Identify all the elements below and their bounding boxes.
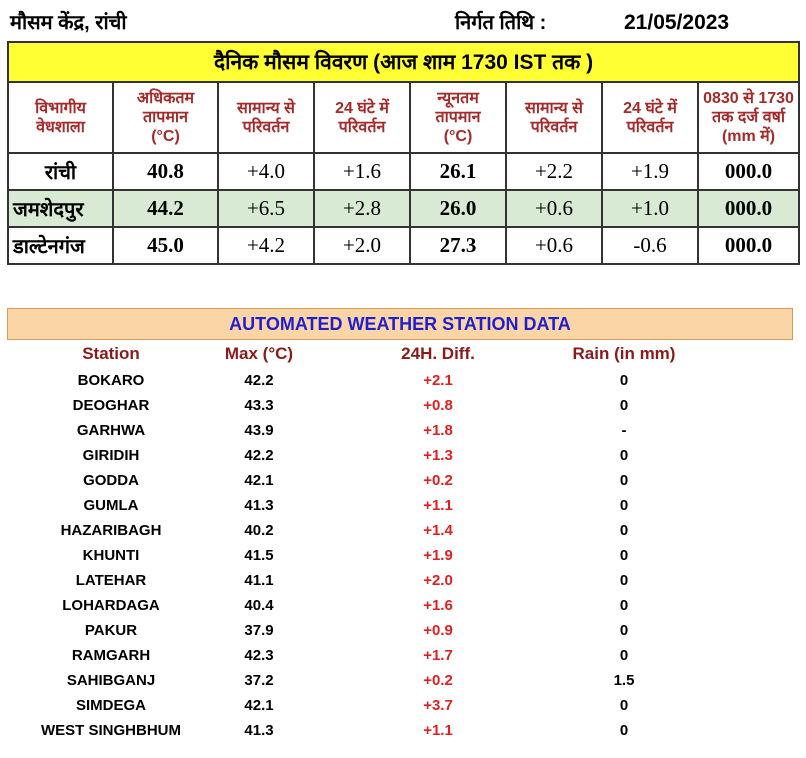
aws-row [0, 697, 806, 722]
column-header [410, 82, 506, 153]
aws-max-temp: 41.3 [244, 497, 274, 514]
column-header-line: तापमान [143, 109, 188, 126]
aws-max-temp: 41.3 [244, 722, 274, 739]
aws-max-temp: 42.2 [244, 372, 274, 389]
aws-rainfall: 0 [619, 572, 629, 589]
station-value: 000.0 [698, 153, 799, 190]
aws-header-max: Max (°C) [224, 344, 294, 363]
aws-rainfall: 1.5 [613, 672, 635, 689]
aws-rainfall: 0 [619, 647, 629, 664]
column-header-line: 0830 से 1730 [703, 90, 794, 107]
column-header [218, 82, 314, 153]
aws-max-temp: 40.4 [244, 597, 274, 614]
station-value: -0.6 [602, 227, 698, 264]
station-value: +6.5 [218, 190, 314, 227]
column-header-line: अधिकतम [136, 90, 195, 107]
column-header [602, 82, 698, 153]
aws-24h-diff: +0.2 [423, 672, 453, 689]
aws-title: AUTOMATED WEATHER STATION DATA [7, 308, 793, 340]
aws-station-name: SIMDEGA [75, 697, 146, 714]
aws-station-name: KHUNTI [82, 547, 140, 564]
aws-row [0, 547, 806, 572]
aws-max-temp: 41.5 [244, 547, 274, 564]
aws-max-temp: 42.1 [244, 697, 274, 714]
aws-24h-diff: +2.0 [423, 572, 453, 589]
aws-24h-diff: +0.2 [423, 472, 453, 489]
column-header-line: 24 घंटे में [335, 99, 389, 117]
station-row [8, 153, 799, 190]
station-value: +0.6 [506, 227, 602, 264]
aws-row [0, 572, 806, 597]
aws-max-temp: 43.9 [244, 422, 274, 439]
column-header-line: परिवर्तन [242, 118, 290, 136]
aws-rainfall: 0 [619, 372, 629, 389]
aws-header-rain: Rain (in mm) [572, 344, 676, 363]
aws-rainfall: 0 [619, 447, 629, 464]
aws-rainfall: 0 [619, 597, 629, 614]
aws-header-diff: 24H. Diff. [401, 344, 475, 363]
column-header-line: वेधशाला [36, 118, 85, 136]
station-name: रांची [8, 153, 113, 190]
aws-row [0, 522, 806, 547]
station-value: 000.0 [698, 227, 799, 264]
column-header [506, 82, 602, 153]
aws-station-name: WEST SINGHBHUM [41, 722, 181, 739]
aws-rainfall: 0 [619, 722, 629, 739]
aws-row [0, 472, 806, 497]
column-header-line: सामान्य से [525, 99, 583, 117]
aws-station-name: HAZARIBAGH [60, 522, 162, 539]
aws-24h-diff: +1.6 [423, 597, 453, 614]
column-header-line: परिवर्तन [530, 118, 578, 136]
aws-max-temp: 42.1 [244, 472, 274, 489]
aws-row [0, 422, 806, 447]
station-value: +2.0 [314, 227, 410, 264]
aws-station-name: PAKUR [84, 622, 138, 639]
office-name: मौसम केंद्र, रांची [10, 12, 127, 34]
aws-station-name: RAMGARH [71, 647, 151, 664]
aws-max-temp: 37.9 [244, 622, 274, 639]
station-value: +2.8 [314, 190, 410, 227]
station-row [8, 190, 799, 227]
aws-rainfall: 0 [619, 622, 629, 639]
aws-station-name: LOHARDAGA [62, 597, 160, 614]
column-header [8, 82, 113, 153]
column-header-line: विभागीय [35, 99, 86, 117]
aws-row [0, 672, 806, 697]
aws-max-temp: 37.2 [244, 672, 274, 689]
aws-rainfall: 0 [619, 497, 629, 514]
aws-row [0, 597, 806, 622]
aws-max-temp: 43.3 [244, 397, 274, 414]
aws-station-name: GIRIDIH [82, 447, 140, 464]
aws-station-name: BOKARO [77, 372, 145, 389]
column-header-line: (mm में) [721, 128, 776, 145]
aws-row [0, 372, 806, 397]
aws-max-temp: 40.2 [244, 522, 274, 539]
station-value: +1.9 [602, 153, 698, 190]
column-header-line: न्यूनतम [437, 90, 479, 107]
aws-station-name: DEOGHAR [72, 397, 150, 414]
column-header-line: परिवर्तन [626, 118, 674, 136]
aws-row [0, 622, 806, 647]
column-header-line: तक दर्ज वर्षा [712, 109, 785, 126]
aws-rainfall: 0 [619, 397, 629, 414]
aws-station-name: LATEHAR [75, 572, 147, 589]
aws-24h-diff: +1.8 [423, 422, 453, 439]
aws-24h-diff: +1.3 [423, 447, 453, 464]
station-value: 000.0 [698, 190, 799, 227]
column-header-line: (°C) [443, 128, 473, 145]
aws-24h-diff: +0.9 [423, 622, 453, 639]
aws-24h-diff: +1.1 [423, 722, 453, 739]
column-header-line: 24 घंटे में [623, 99, 677, 117]
daily-weather-table [7, 41, 800, 265]
column-header [113, 82, 218, 153]
issue-date-label: निर्गत तिथि : [455, 12, 547, 34]
station-value: +1.0 [602, 190, 698, 227]
aws-rainfall: - [621, 422, 627, 439]
column-header [314, 82, 410, 153]
station-value: 26.0 [410, 190, 506, 227]
column-header [698, 82, 799, 153]
aws-row [0, 722, 806, 747]
aws-24h-diff: +1.7 [423, 647, 453, 664]
aws-24h-diff: +0.8 [423, 397, 453, 414]
aws-max-temp: 42.3 [244, 647, 274, 664]
aws-24h-diff: +3.7 [423, 697, 453, 714]
station-value: 26.1 [410, 153, 506, 190]
aws-rainfall: 0 [619, 547, 629, 564]
aws-24h-diff: +1.4 [423, 522, 453, 539]
aws-row [0, 647, 806, 672]
aws-station-name: GARHWA [76, 422, 146, 439]
aws-max-temp: 41.1 [244, 572, 274, 589]
station-value: +0.6 [506, 190, 602, 227]
aws-rainfall: 0 [619, 697, 629, 714]
station-value: 27.3 [410, 227, 506, 264]
aws-rainfall: 0 [619, 522, 629, 539]
column-header-line: सामान्य से [237, 99, 295, 117]
aws-station-name: GUMLA [83, 497, 139, 514]
station-name: डाल्टेनगंज [8, 227, 113, 264]
aws-header-station: Station [82, 344, 140, 363]
station-value: 45.0 [113, 227, 218, 264]
station-row [8, 227, 799, 264]
aws-24h-diff: +1.1 [423, 497, 453, 514]
station-value: 40.8 [113, 153, 218, 190]
issue-date: 21/05/2023 [624, 11, 730, 34]
aws-max-temp: 42.2 [244, 447, 274, 464]
station-value: 44.2 [113, 190, 218, 227]
report-header [0, 0, 806, 40]
aws-24h-diff: +2.1 [423, 372, 453, 389]
aws-24h-diff: +1.9 [423, 547, 453, 564]
aws-row [0, 397, 806, 422]
column-header-line: परिवर्तन [338, 118, 386, 136]
station-value: +1.6 [314, 153, 410, 190]
daily-table-title: दैनिक मौसम विवरण (आज शाम 1730 IST तक ) [8, 42, 799, 82]
aws-station-name: SAHIBGANJ [66, 672, 156, 689]
station-name: जमशेदपुर [8, 190, 113, 227]
station-value: +4.0 [218, 153, 314, 190]
station-value: +2.2 [506, 153, 602, 190]
aws-station-name: GODDA [83, 472, 139, 489]
column-header-line: तापमान [435, 109, 481, 126]
aws-rainfall: 0 [619, 472, 629, 489]
aws-row [0, 497, 806, 522]
column-header-line: (°C) [151, 128, 180, 145]
station-value: +4.2 [218, 227, 314, 264]
aws-row [0, 447, 806, 472]
